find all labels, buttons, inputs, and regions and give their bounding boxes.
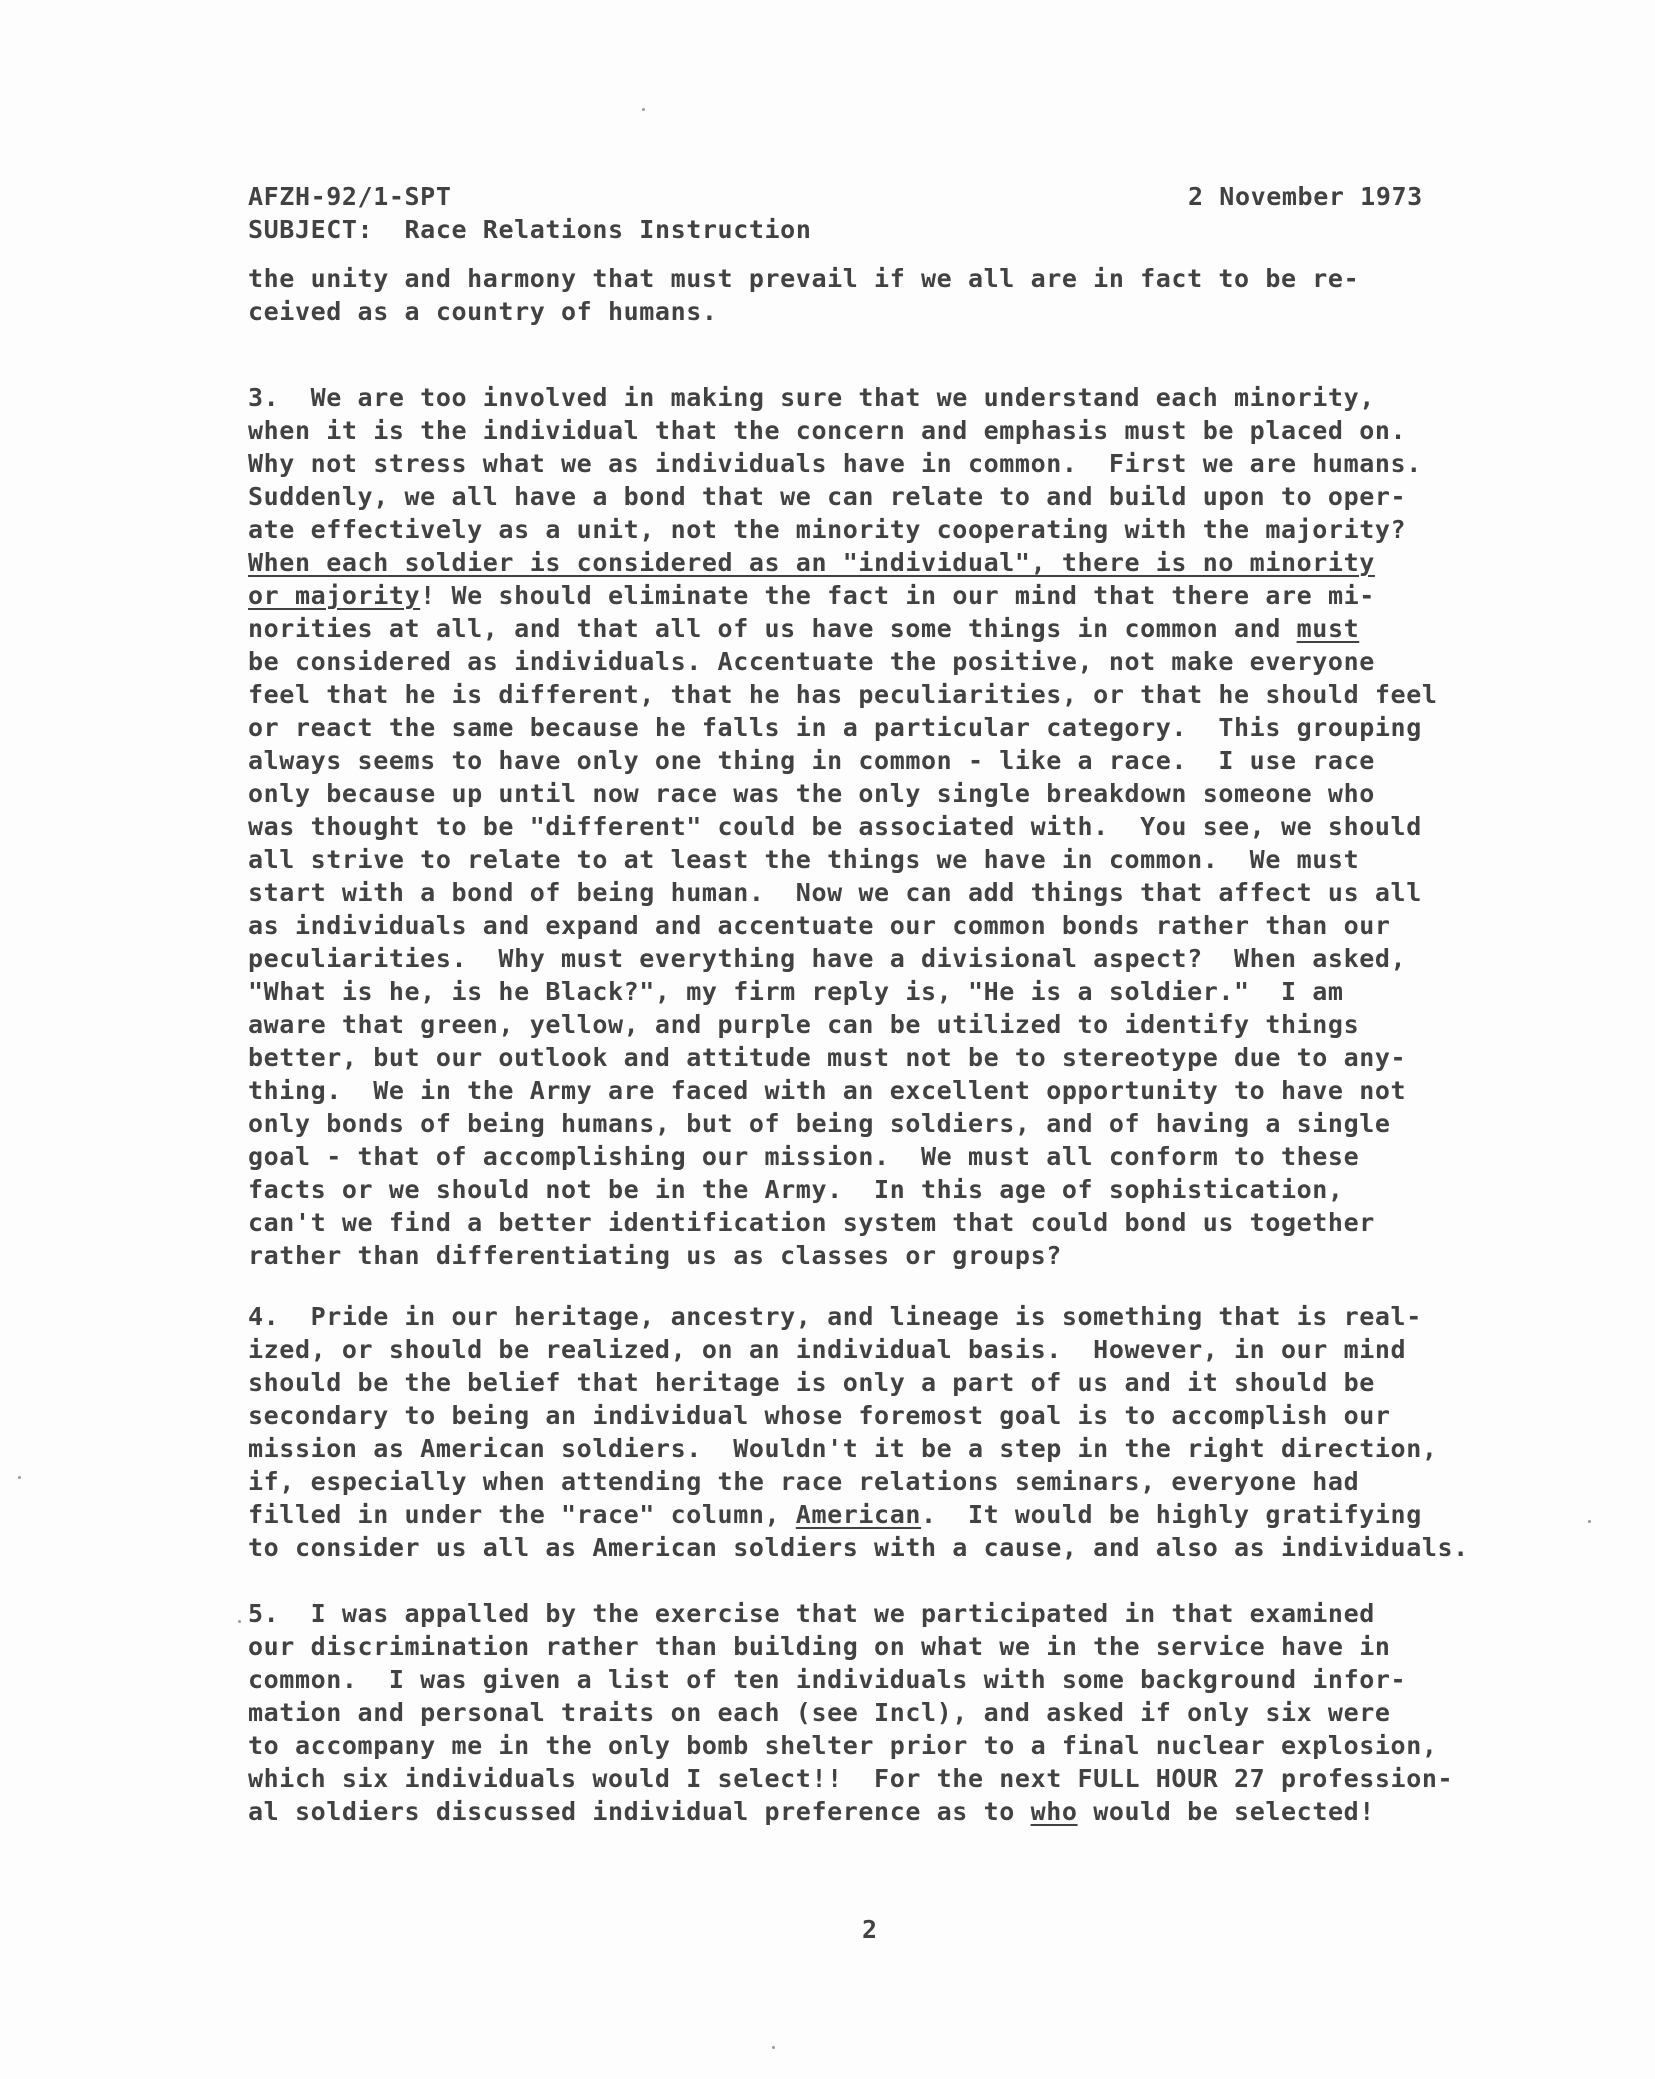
- scan-speck: [238, 1620, 241, 1623]
- text-line: [248, 942, 1406, 975]
- text-segment: be considered as individuals. Accentuate the positive, not make everyone: [248, 647, 1375, 676]
- text-segment: "What is he, is he Black?", my firm reply is, "He is a soldier." I am: [248, 977, 1344, 1006]
- text-line: [248, 645, 1375, 678]
- subject-text: Race Relations Instruction: [404, 215, 812, 244]
- text-line: [248, 1531, 1469, 1564]
- text-segment: mission as American soldiers. Wouldn't it be a step in the right direction,: [248, 1434, 1438, 1463]
- text-segment: can't we find a better identification system that could bond us together: [248, 1208, 1375, 1237]
- text-segment: to accompany me in the only bomb shelter prior to a final nuclear explosion,: [248, 1731, 1438, 1760]
- text-segment: only because up until now race was the only single breakdown someone who: [248, 779, 1375, 808]
- text-line: [248, 1663, 1406, 1696]
- text-line: [248, 1239, 1062, 1272]
- subject-line: [248, 213, 811, 246]
- text-segment: start with a bond of being human. Now we can add things that affect us all: [248, 878, 1422, 907]
- text-segment: always seems to have only one thing in common - like a race. I use race: [248, 746, 1375, 775]
- text-line: [248, 1432, 1438, 1465]
- text-segment: facts or we should not be in the Army. In this age of sophistication,: [248, 1175, 1344, 1204]
- text-segment: ate effectively as a unit, not the minority cooperating with the majority?: [248, 515, 1407, 544]
- text-segment: goal - that of accomplishing our mission. We must all conform to these: [248, 1142, 1360, 1171]
- text-line: [248, 1300, 1422, 1333]
- subject-label: SUBJECT:: [248, 215, 374, 244]
- memo-header: [248, 180, 811, 246]
- text-line: [248, 546, 1375, 579]
- underlined-text: American: [795, 1500, 922, 1529]
- text-line: [248, 1696, 1391, 1729]
- text-segment: if, especially when attending the race relations seminars, everyone had: [248, 1467, 1360, 1496]
- page-number: 2: [862, 1915, 878, 1944]
- text-segment: all strive to relate to at least the things we have in common. We must: [248, 845, 1360, 874]
- text-line: [248, 1074, 1406, 1107]
- text-line: [248, 810, 1422, 843]
- text-line: [248, 711, 1422, 744]
- scan-speck: [18, 1476, 21, 1479]
- text-line: [248, 1041, 1406, 1074]
- underlined-text: who: [1030, 1797, 1078, 1826]
- text-line: [248, 1206, 1375, 1239]
- text-segment: feel that he is different, that he has peculiarities, or that he should feel: [248, 680, 1438, 709]
- text-line: [248, 1729, 1438, 1762]
- scan-speck: [642, 108, 645, 111]
- text-segment: to consider us all as American soldiers with a cause, and also as individuals.: [248, 1533, 1469, 1562]
- text-line: [248, 1795, 1375, 1828]
- text-line: [248, 513, 1406, 546]
- scan-speck: [772, 2046, 775, 2049]
- text-line: [248, 975, 1344, 1008]
- text-segment: norities at all, and that all of us have some things in common and: [248, 614, 1297, 643]
- scan-speck: [1588, 1520, 1591, 1523]
- text-segment: ! We should eliminate the fact in our mind that there are mi-: [420, 581, 1375, 610]
- office-symbol: AFZH-92/1-SPT: [248, 182, 452, 211]
- text-line: [248, 777, 1375, 810]
- text-segment: only bonds of being humans, but of being soldiers, and of having a single: [248, 1109, 1391, 1138]
- text-line: [248, 1008, 1359, 1041]
- text-line: the unity and harmony that must prevail if we all are in fact to be re-: [248, 264, 1360, 293]
- text-line: [248, 381, 1375, 414]
- underlined-text: When each soldier is considered as an "individual", there is no minority: [248, 548, 1375, 577]
- text-line: [248, 744, 1375, 777]
- text-line: [248, 678, 1438, 711]
- text-segment: rather than differentiating us as classes or groups?: [248, 1241, 1062, 1270]
- memo-date: 2 November 1973: [1188, 182, 1423, 211]
- text-line: [248, 843, 1359, 876]
- text-line: [248, 1333, 1406, 1366]
- text-line: [248, 1366, 1375, 1399]
- text-line: [248, 909, 1391, 942]
- text-line: [248, 1597, 1375, 1630]
- text-segment: 3. We are too involved in making sure that we understand each minority,: [248, 383, 1375, 412]
- text-line: [248, 612, 1359, 645]
- underlined-text: must: [1296, 614, 1360, 643]
- text-segment: common. I was given a list of ten individuals with some background infor-: [248, 1665, 1407, 1694]
- text-segment: should be the belief that heritage is only a part of us and it should be: [248, 1368, 1375, 1397]
- text-segment: or react the same because he falls in a particular category. This grouping: [248, 713, 1422, 742]
- text-segment: . It would be highly gratifying: [921, 1500, 1422, 1529]
- text-segment: aware that green, yellow, and purple can be utilized to identify things: [248, 1010, 1360, 1039]
- text-line: [248, 876, 1422, 909]
- text-segment: as individuals and expand and accentuate our common bonds rather than our: [248, 911, 1391, 940]
- text-line: [248, 414, 1406, 447]
- text-segment: thing. We in the Army are faced with an excellent opportunity to have not: [248, 1076, 1407, 1105]
- text-segment: which six individuals would I select!! For the next FULL HOUR 27 profession-: [248, 1764, 1454, 1793]
- underlined-text: or majority: [248, 581, 421, 610]
- text-segment: 5. I was appalled by the exercise that we participated in that examined: [248, 1599, 1375, 1628]
- text-line: [248, 1173, 1344, 1206]
- text-line: [248, 579, 1375, 612]
- text-line: [248, 1107, 1391, 1140]
- text-segment: filled in under the "race" column,: [248, 1500, 796, 1529]
- text-line: [248, 1140, 1359, 1173]
- text-line: [248, 1465, 1359, 1498]
- text-segment: would be selected!: [1077, 1797, 1375, 1826]
- text-segment: ized, or should be realized, on an individual basis. However, in our mind: [248, 1335, 1407, 1364]
- text-line: [248, 1399, 1391, 1432]
- text-line: [248, 1498, 1422, 1531]
- text-line: ceived as a country of humans.: [248, 297, 718, 326]
- text-line: [248, 447, 1422, 480]
- text-segment: Why not stress what we as individuals have in common. First we are humans.: [248, 449, 1422, 478]
- text-line: [248, 1762, 1453, 1795]
- text-segment: was thought to be "different" could be associated with. You see, we should: [248, 812, 1422, 841]
- text-segment: mation and personal traits on each (see Incl), and asked if only six were: [248, 1698, 1391, 1727]
- text-segment: secondary to being an individual whose foremost goal is to accomplish our: [248, 1401, 1391, 1430]
- text-segment: Suddenly, we all have a bond that we can relate to and build upon to oper-: [248, 482, 1407, 511]
- text-line: [248, 1630, 1391, 1663]
- text-segment: better, but our outlook and attitude must not be to stereotype due to any-: [248, 1043, 1407, 1072]
- text-line: [248, 480, 1406, 513]
- text-segment: when it is the individual that the concern and emphasis must be placed on.: [248, 416, 1407, 445]
- text-segment: 4. Pride in our heritage, ancestry, and lineage is something that is real-: [248, 1302, 1422, 1331]
- text-segment: al soldiers discussed individual preference as to: [248, 1797, 1031, 1826]
- text-segment: our discrimination rather than building on what we in the service have in: [248, 1632, 1391, 1661]
- text-segment: peculiarities. Why must everything have a divisional aspect? When asked,: [248, 944, 1407, 973]
